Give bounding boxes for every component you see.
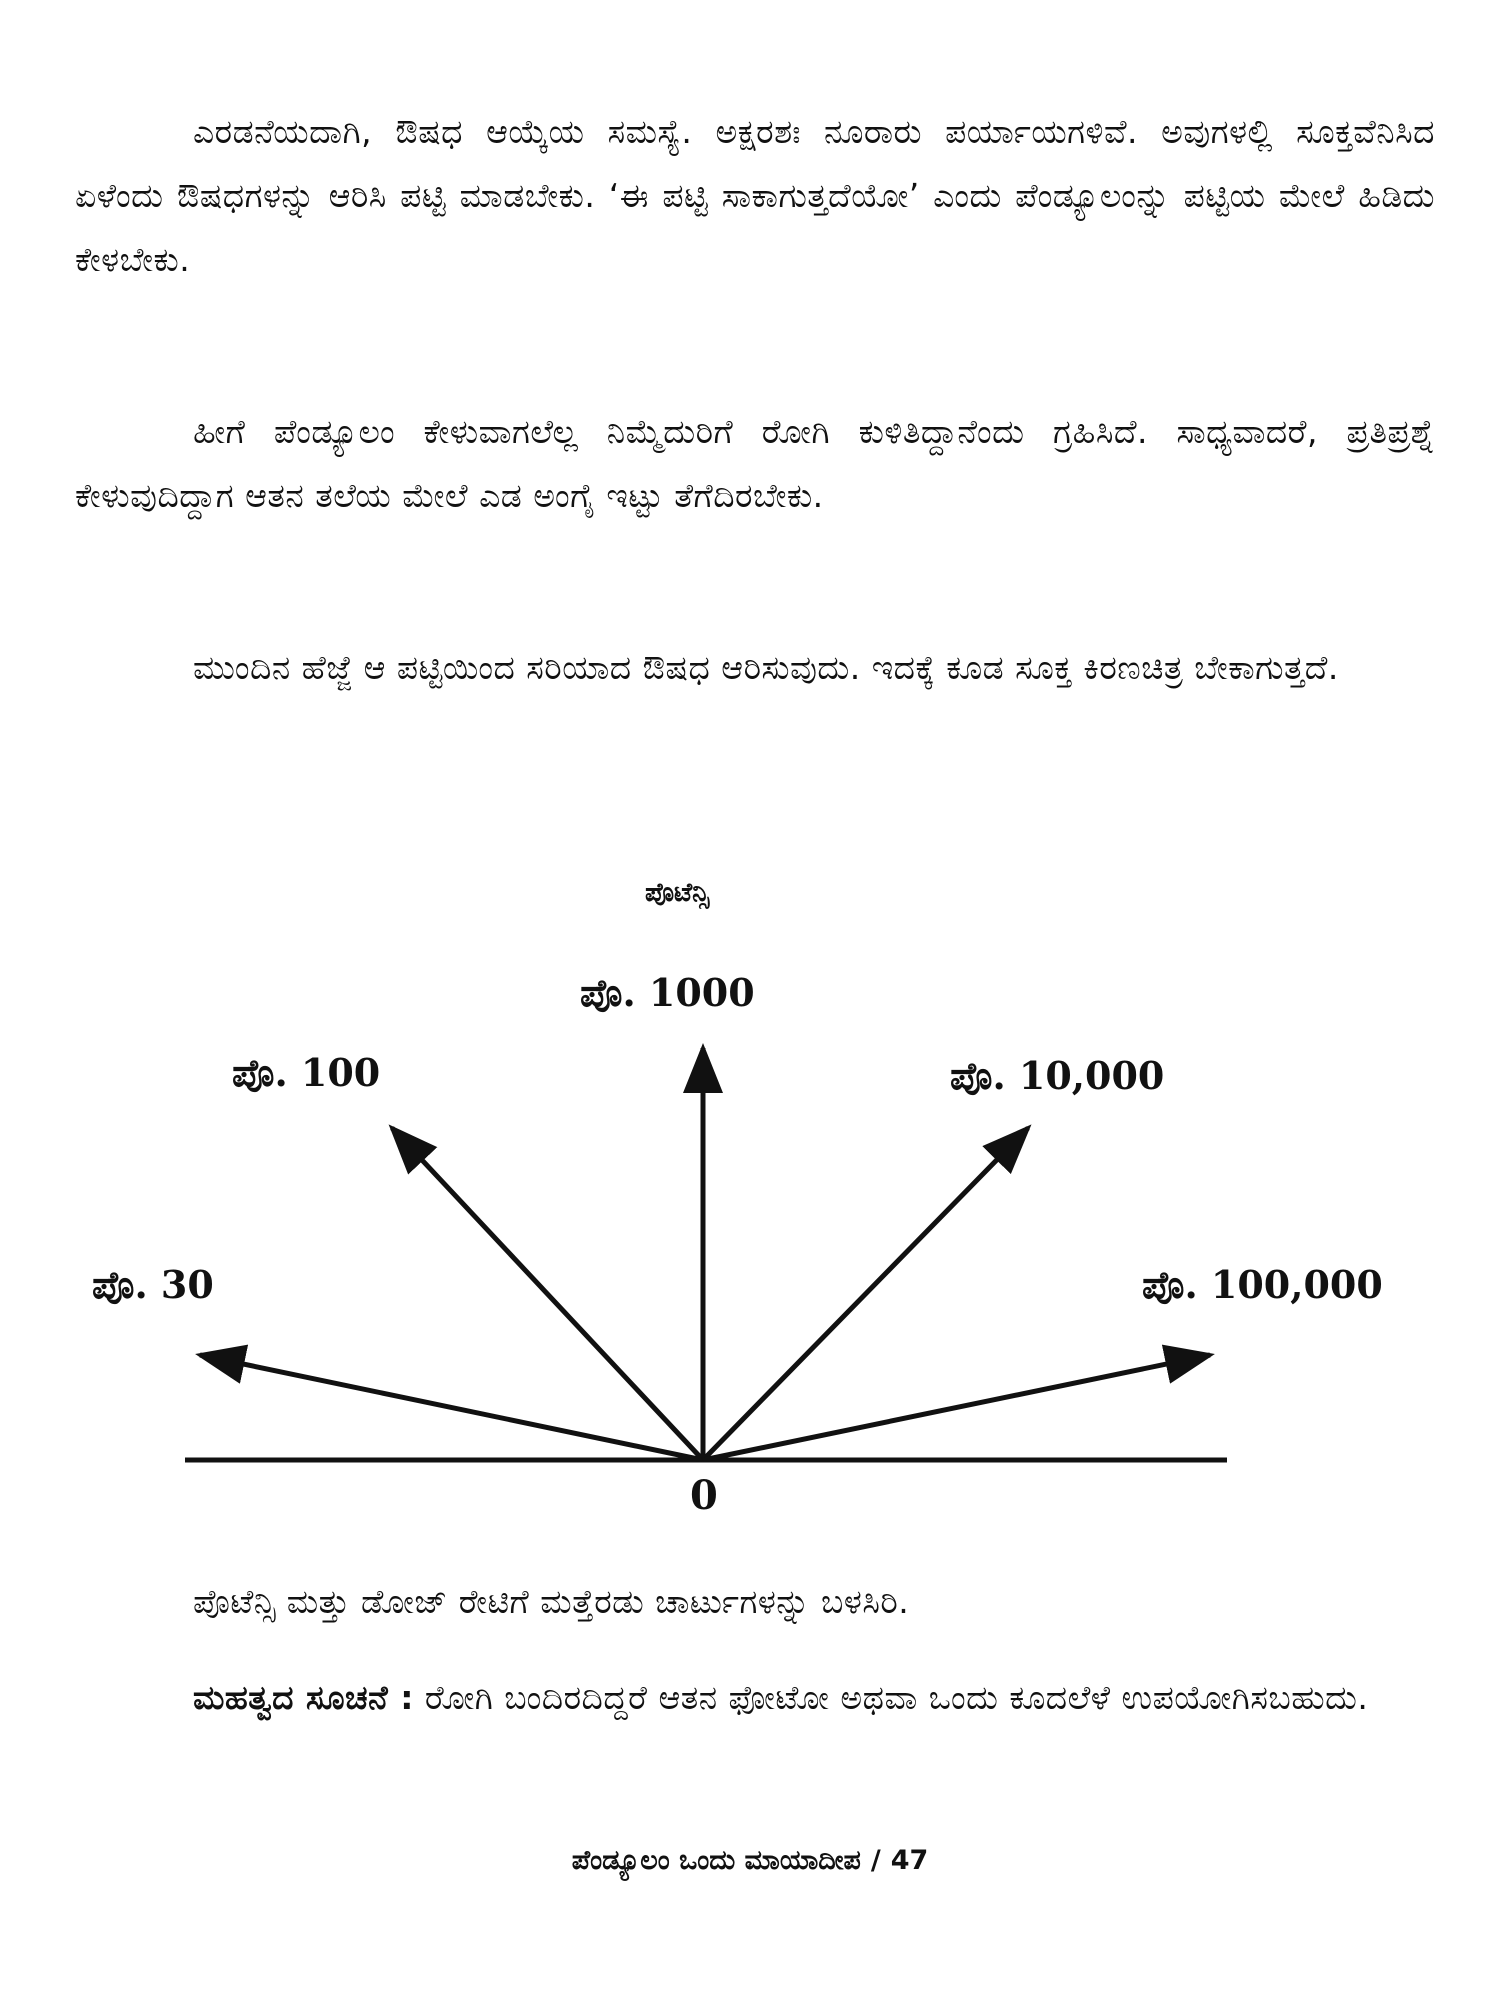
footer-separator: /: [870, 1845, 881, 1876]
paragraph-medicine-selection: ಎರಡನೆಯದಾಗಿ, ಔಷಧ ಆಯ್ಕೆಯ ಸಮಸ್ಯೆ. ಅಕ್ಷರಶಃ ನೂರಾರು ಪರ್ಯಾಯಗಳಿವೆ. ಅವುಗಳಲ್ಲಿ ಸೂಕ್ತವೆನಿಸಿದ ಏಳೆಂದು ಔಷಧಗಳನ್ನು ಆರಿಸಿ ಪಟ್ಟಿ ಮಾಡಬೇಕು. ‘ಈ ಪಟ್ಟಿ ಸಾಕಾಗುತ್ತದೆಯೋ’ ಎಂದು ಪೆಂಡ್ಯೂಲಂನ್ನು ಪಟ್ಟಿಯ ಮೇಲೆ ಹಿಡಿದು ಕೇಳಬೇಕು.: [75, 112, 1435, 279]
page-footer: [0, 1845, 1500, 1877]
arrow-p100000: [703, 1355, 1210, 1460]
label-p10000: ಪೊ. 10,000: [950, 1053, 1165, 1098]
potency-arrows-svg: [0, 860, 1500, 1540]
label-p1000: ಪೊ. 1000: [580, 970, 755, 1015]
paragraph-important-note: [75, 1666, 1435, 1730]
label-p100: ಪೊ. 100: [232, 1050, 381, 1095]
arrow-p30: [200, 1355, 703, 1460]
arrow-p10000: [703, 1128, 1028, 1460]
label-p100000: ಪೊ. 100,000: [1142, 1262, 1383, 1307]
page-number: 47: [890, 1845, 929, 1876]
paragraph-charts-note: ಪೊಟೆನ್ಸಿ ಮತ್ತು ಡೋಜ್ ರೇಟಿಗೆ ಮತ್ತೆರಡು ಚಾರ್ಟುಗಳನ್ನು ಬಳಸಿರಿ.: [193, 1582, 910, 1621]
diagram-title: ಪೊಟೆನ್ಸಿ: [645, 878, 710, 908]
book-title: ಪೆಂಡ್ಯೂಲಂ ಒಂದು ಮಾಯಾದೀಪ: [571, 1845, 861, 1876]
paragraph-next-step: ಮುಂದಿನ ಹೆಜ್ಜೆ ಆ ಪಟ್ಟಿಯಿಂದ ಸರಿಯಾದ ಔಷಧ ಆರಿಸುವುದು. ಇದಕ್ಕೆ ಕೂಡ ಸೂಕ್ತ ಕಿರಣಚಿತ್ರ ಬೇಕಾಗುತ್ತದೆ.: [193, 648, 1339, 687]
label-p30: ಪೊ. 30: [92, 1262, 214, 1307]
important-note-text: ರೋಗಿ ಬಂದಿರದಿದ್ದರೆ ಆತನ ಫೋಟೋ ಅಥವಾ ಒಂದು ಕೂದಲೆಳೆ ಉಪಯೋಗಿಸಬಹುದು.: [413, 1678, 1369, 1717]
important-note-label: ಮಹತ್ವದ ಸೂಚನೆ :: [193, 1678, 414, 1717]
paragraph-patient-presence: ಹೀಗೆ ಪೆಂಡ್ಯೂಲಂ ಕೇಳುವಾಗಲೆಲ್ಲ ನಿಮ್ಮೆದುರಿಗೆ ರೋಗಿ ಕುಳಿತಿದ್ದಾನೆಂದು ಗ್ರಹಿಸಿದೆ. ಸಾಧ್ಯವಾದರೆ, ಪ್ರತಿಪ್ರಶ್ನೆ ಕೇಳುವುದಿದ್ದಾಗ ಆತನ ತಲೆಯ ಮೇಲೆ ಎಡ ಅಂಗೈ ಇಟ್ಟು ತೆಗೆದಿರಬೇಕು.: [75, 412, 1435, 515]
potency-diagram: [0, 860, 1500, 1540]
origin-label: 0: [690, 1472, 718, 1519]
arrow-p100: [392, 1128, 703, 1460]
